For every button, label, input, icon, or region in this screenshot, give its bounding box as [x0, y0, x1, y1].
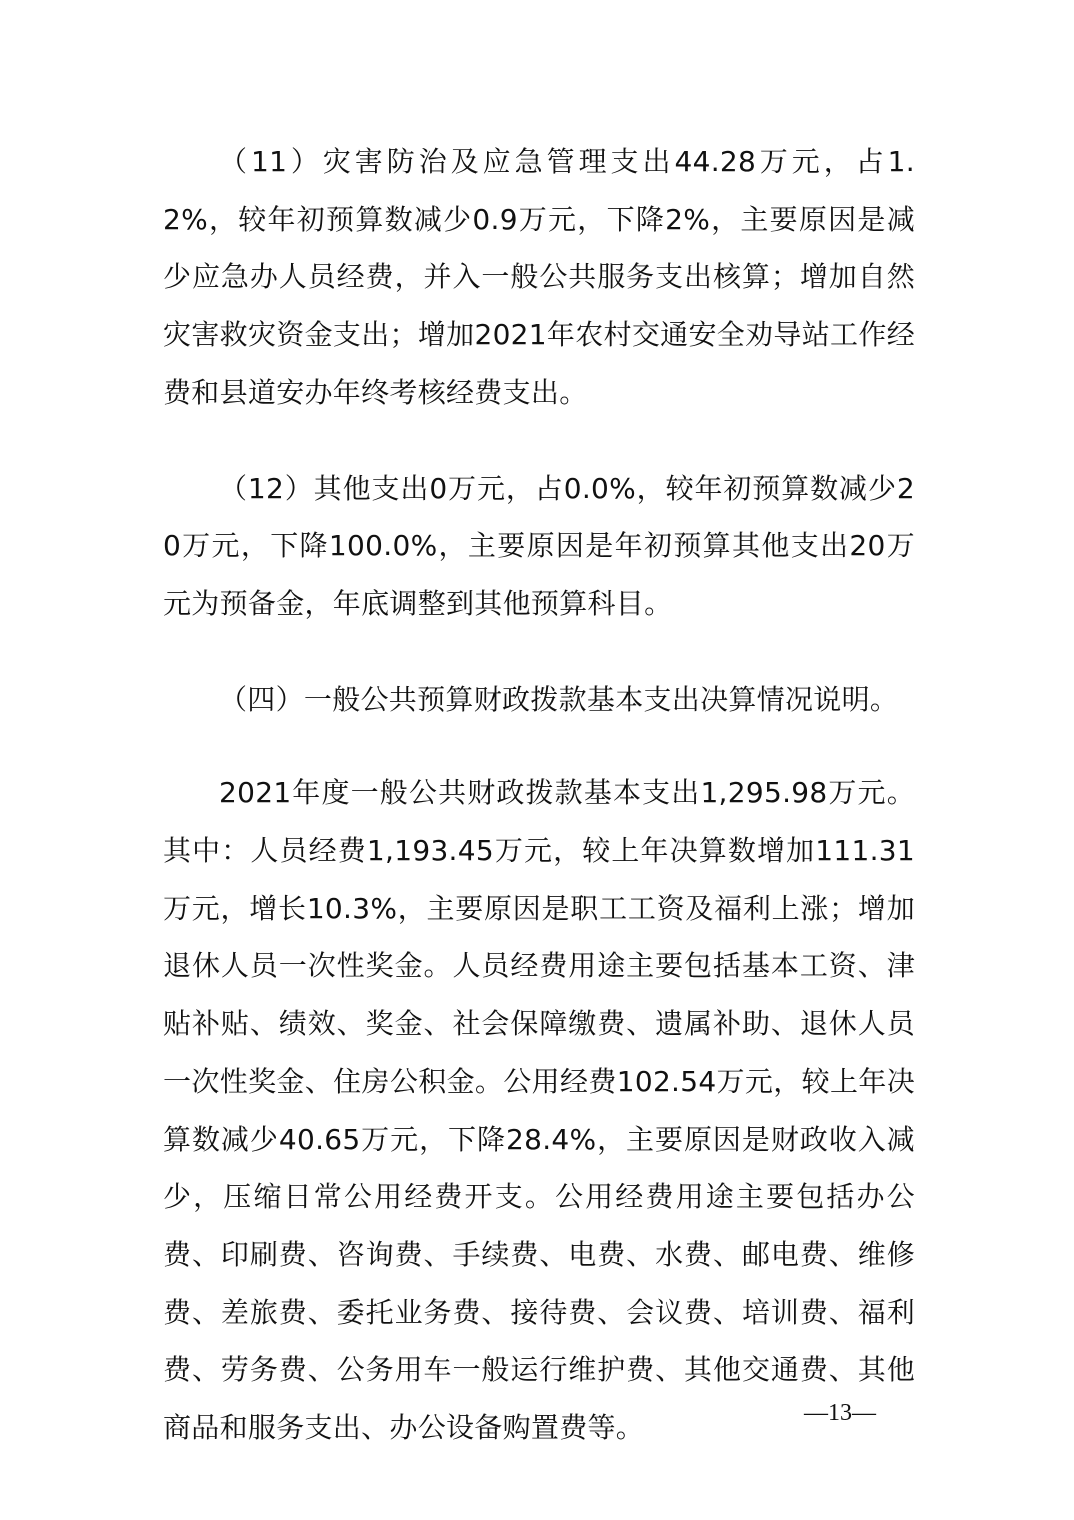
section-heading-basic-expenditure: （四）一般公共预算财政拨款基本支出决算情况说明。	[219, 682, 899, 716]
paragraph-other-expenditure: （12）其他支出0万元，占0.0%，较年初预算数减少20万元，下降100.0%，主要原因是年初预算其他支出20万元为预备金，年底调整到其他预算科目。	[163, 471, 915, 620]
page-body	[163, 133, 915, 1457]
paragraph-disaster-prevention: （11）灾害防治及应急管理支出44.28万元，占1.2%，较年初预算数减少0.9万元，下降2%，主要原因是减少应急办人员经费，并入一般公共服务支出核算；增加自然灾害救灾资金支出；增加2021年农村交通安全劝导站工作经费和县道安办年终考核经费支出。	[163, 145, 915, 409]
page-number: —13—	[804, 1400, 876, 1426]
paragraph-basic-expenditure: 2021年度一般公共财政拨款基本支出1,295.98万元。其中：人员经费1,193.45万元，较上年决算数增加111.31万元，增长10.3%，主要原因是职工工资及福利上涨；增加退休人员一次性奖金。人员经费用途主要包括基本工资、津贴补贴、绩效、奖金、社会保障缴费、遗属补助、退休人员一次性奖金、住房公积金。公用经费102.54万元，较上年决算数减少40.65万元，下降28.4%，主要原因是财政收入减少，压缩日常公用经费开支。公用经费用途主要包括办公费、印刷费、咨询费、手续费、电费、水费、邮电费、维修费、差旅费、委托业务费、接待费、会议费、培训费、福利费、劳务费、公务用车一般运行维护费、其他交通费、其他商品和服务支出、办公设备购置费等。	[163, 776, 915, 1445]
